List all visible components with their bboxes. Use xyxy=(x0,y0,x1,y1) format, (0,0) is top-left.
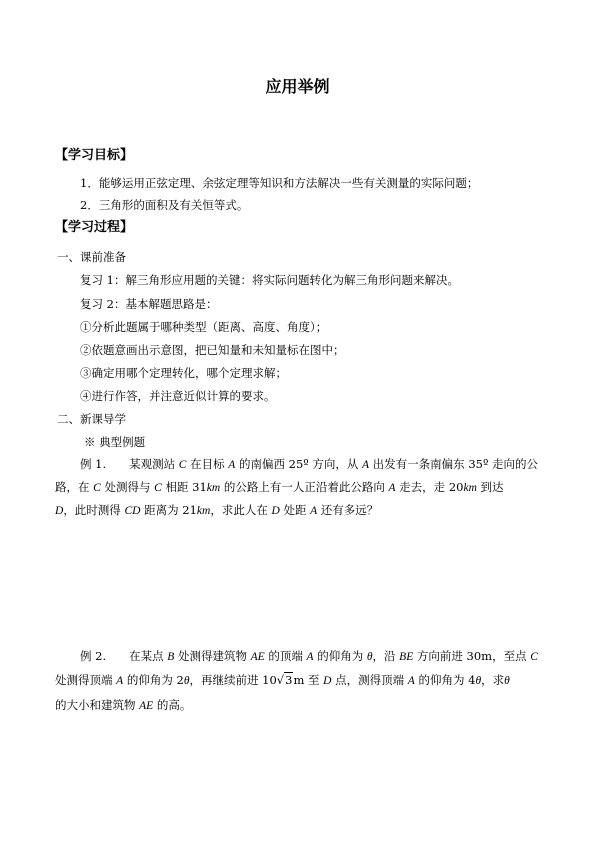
var-C: C xyxy=(530,651,538,663)
review-1: 复习 1：解三角形应用题的关键：将实际问题转化为解三角形问题来解决。 xyxy=(80,273,459,287)
text-run: 例 2. 在某点 xyxy=(80,649,168,663)
text-run: 路，在 xyxy=(55,480,94,494)
unit-km: km xyxy=(206,482,221,494)
var-BE: BE xyxy=(399,651,414,663)
text-run: 距离为 21 xyxy=(140,503,197,517)
part1-heading: 一、课前准备 xyxy=(57,250,126,264)
var-theta: θ xyxy=(366,651,373,663)
unit-km: km xyxy=(196,505,211,517)
goals-heading: 【学习目标】 xyxy=(55,148,134,163)
var-A: A xyxy=(306,651,314,663)
text-run: 出发有一条南偏东 35º 走向的公 xyxy=(369,457,539,471)
var-theta: θ xyxy=(183,675,190,687)
text-run: ，此时测得 xyxy=(63,503,125,517)
var-D: D xyxy=(323,675,332,687)
var-D: D xyxy=(55,505,64,517)
text-run: 的高。 xyxy=(153,698,192,712)
var-C: C xyxy=(154,482,162,494)
page-title: 应用举例 xyxy=(265,77,330,96)
text-run: 方向前进 30m，至点 xyxy=(413,649,531,663)
example1-line2 xyxy=(55,479,504,496)
text-run: 的顶端 xyxy=(264,649,307,663)
var-B: B xyxy=(167,651,175,663)
var-A: A xyxy=(361,459,370,471)
var-AE: AE xyxy=(139,700,154,712)
text-run: 还有多远？ xyxy=(317,503,379,517)
text-run: 相距 31 xyxy=(161,480,207,494)
var-A: A xyxy=(388,482,396,494)
var-C: C xyxy=(178,459,187,471)
text-run: ，再继续前进 10 xyxy=(189,673,277,687)
example1-line3 xyxy=(55,502,378,519)
text-run: 点，测得顶端 xyxy=(331,673,408,687)
text-run: 到达 xyxy=(476,480,504,494)
text-run: 的仰角为 4 xyxy=(414,673,476,687)
var-A: A xyxy=(407,675,415,687)
text-run: 的仰角为 xyxy=(313,649,367,663)
part2-heading: 二、新课导学 xyxy=(57,412,126,426)
example1-line1 xyxy=(80,456,538,473)
step-2: ②依题意画出示意图，把已知量和未知量标在图中； xyxy=(80,343,345,357)
var-A: A xyxy=(116,675,124,687)
var-CD: CD xyxy=(124,505,141,517)
text-run: 的南偏西 25º 方向，从 xyxy=(235,457,362,471)
example2-line1 xyxy=(80,648,538,665)
sqrt-symbol: √3 xyxy=(276,673,293,687)
var-D: D xyxy=(271,505,280,517)
var-theta: θ xyxy=(475,675,482,687)
step-4: ④进行作答，并注意近似计算的要求。 xyxy=(80,389,276,403)
var-theta: θ xyxy=(504,675,510,687)
unit-km: km xyxy=(463,482,477,494)
text-run: 的仰角为 2 xyxy=(123,673,184,687)
step-3: ③确定用哪个定理转化，哪个定理求解； xyxy=(80,366,287,380)
text-run: m 至 xyxy=(293,673,324,687)
text-run: ，求此人在 xyxy=(210,503,272,517)
var-A: A xyxy=(228,459,236,471)
typical-examples-label: ※ 典型例题 xyxy=(84,435,146,449)
var-AE: AE xyxy=(250,651,265,663)
goal-1: 1．能够运用正弦定理、余弦定理等知识和方法解决一些有关测量的实际问题； xyxy=(80,176,479,190)
process-heading: 【学习过程】 xyxy=(55,220,134,235)
var-A: A xyxy=(310,505,318,517)
step-1: ①分析此题属于哪种类型（距离、高度、角度）； xyxy=(80,320,328,334)
review-2: 复习 2：基本解题思路是： xyxy=(80,297,218,311)
text-run: 处距 xyxy=(279,503,311,517)
text-run: 处测得与 xyxy=(100,480,155,494)
var-C: C xyxy=(93,482,101,494)
text-run: 走去，走 20 xyxy=(395,480,464,494)
text-run: 例 1. 某观测站 xyxy=(80,457,179,471)
example2-line2 xyxy=(55,672,510,689)
text-run: 在目标 xyxy=(186,457,229,471)
example2-line3 xyxy=(55,697,191,714)
text-run: 处测得顶端 xyxy=(55,673,117,687)
text-run: ，求 xyxy=(481,673,505,687)
text-run: 的公路上有一人正沿着此公路向 xyxy=(220,480,389,494)
sqrt-radicand: 3 xyxy=(285,673,293,687)
text-run: 的大小和建筑物 xyxy=(55,698,140,712)
text-run: ，沿 xyxy=(372,649,400,663)
text-run: 处测得建筑物 xyxy=(174,649,251,663)
goal-2: 2．三角形的面积及有关恒等式。 xyxy=(80,198,249,212)
